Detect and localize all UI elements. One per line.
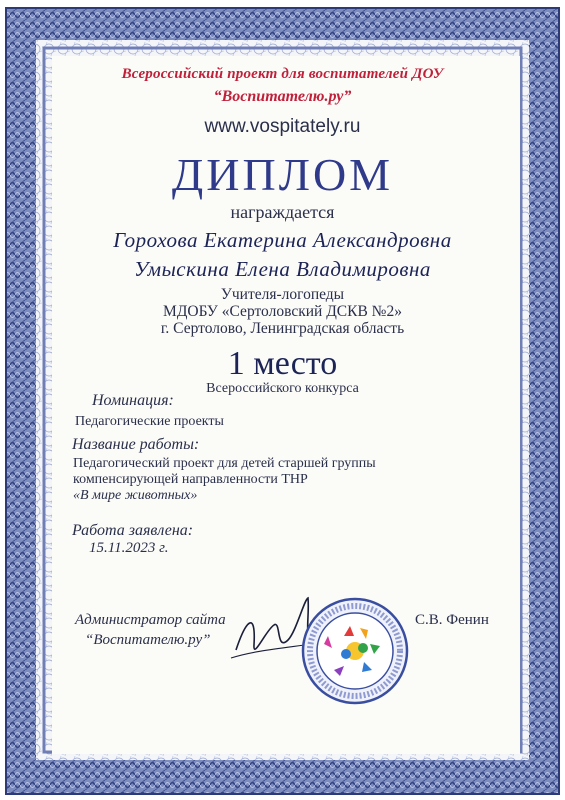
work-title-line: компенсирующей направленности ТНР: [73, 472, 308, 487]
project-line: Всероссийский проект для воспитателей ДОУ: [121, 66, 444, 82]
location-text: г. Сертолово, Ленинградская область: [160, 320, 405, 337]
organization-text: МДОБУ «Сертоловский ДСКВ №2»: [163, 303, 402, 320]
recipient-name: Горохова Екатерина Александровна: [113, 228, 452, 252]
contest-text: Всероссийского конкурса: [206, 381, 359, 396]
admin-site: “Воспитателю.ру”: [85, 632, 211, 648]
nomination-value: Педагогические проекты: [75, 414, 224, 429]
place-text: 1 место: [227, 345, 338, 382]
awarded-label: награждается: [230, 202, 335, 222]
position-text: Учителя-логопеды: [220, 286, 345, 303]
admin-label: Администратор сайта: [75, 612, 226, 628]
diploma-title: ДИПЛОМ: [171, 149, 394, 200]
work-title-line: «В мире животных»: [73, 488, 198, 503]
signer-name: С.В. Фенин: [415, 612, 489, 628]
site-url: www.vospitately.ru: [204, 116, 361, 137]
work-title-label: Название работы:: [72, 436, 200, 453]
nomination-label: Номинация:: [92, 392, 174, 409]
recipient-name: Умыскина Елена Владимировна: [134, 257, 431, 281]
submitted-date: 15.11.2023 г.: [89, 540, 169, 556]
submitted-label: Работа заявлена:: [72, 522, 194, 539]
round-seal: [300, 596, 410, 706]
project-name: “Воспитателю.ру”: [213, 88, 352, 105]
work-title-line: Педагогический проект для детей старшей группы: [73, 456, 376, 471]
